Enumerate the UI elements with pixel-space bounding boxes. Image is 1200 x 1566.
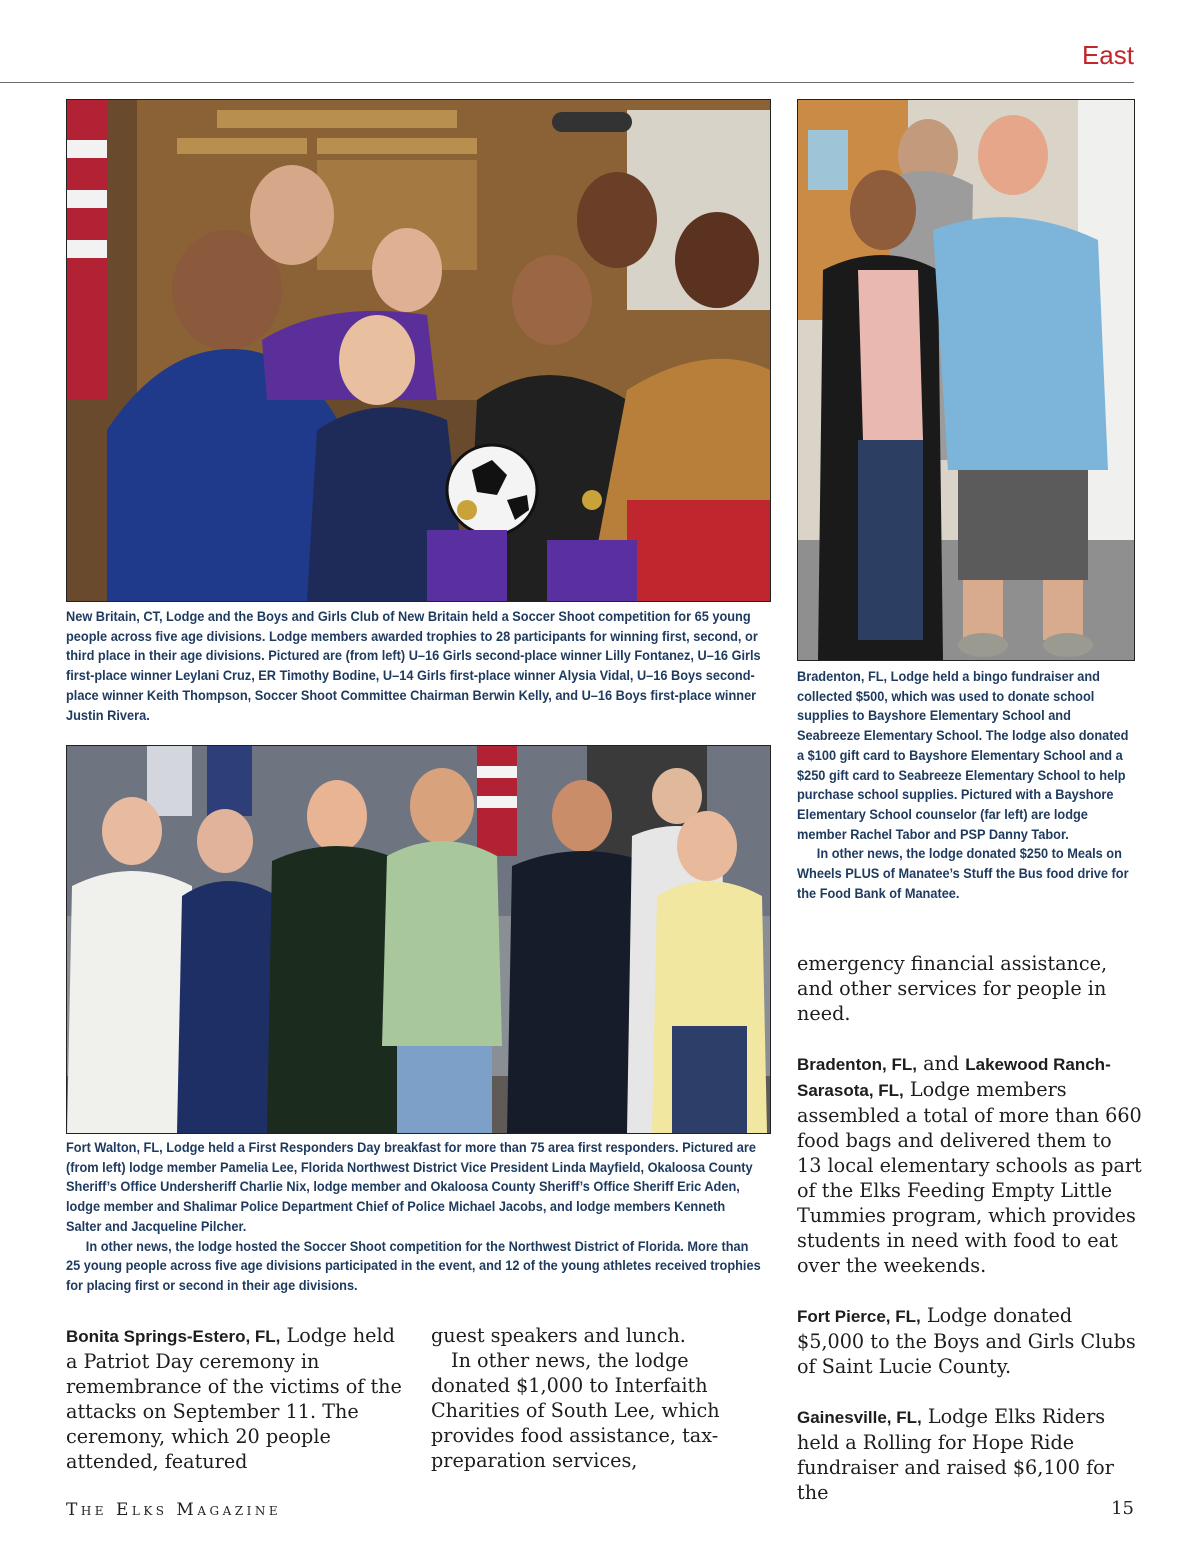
article-conj: and — [923, 1052, 960, 1075]
caption-bradenton — [797, 668, 1134, 904]
page-number: 15 — [1111, 1498, 1134, 1519]
article-text: Lodge Elks Riders held a Rolling for Hope Ride fundraiser and raised $6,100 for the — [797, 1405, 1114, 1504]
photo-bradenton — [797, 99, 1135, 661]
article-column-1: Bonita Springs-Estero, FL, Lodge held a Patriot Day ceremony in remembrance of the victims of the attacks on September 11. The ceremony, which 20 people attended, featured — [66, 1324, 402, 1473]
caption-text-2: In other news, the lodge hosted the Soccer Shoot competition for the Northwest District of Florida. More than 25 young people across five age divisions participated in the event, and 12 of the young athletes received trophies for placing first or second in their age divisions. — [66, 1238, 761, 1294]
magazine-name: The Elks Magazine — [66, 1500, 282, 1520]
caption-text: Lodge held a bingo fundraiser and collected $500, which was used to donate school supplies to Bayshore Elementary School and Seabreeze Elementary School. The lodge also donated a $100 gift card to Bayshore Elementary School and a $250 gift card to Seabreeze Elementary School to help purchase school supplies. Pictured with a Bayshore Elementary School counselor (far left) are lodge member Rachel Tabor and PSP Danny Tabor. — [797, 669, 1129, 843]
photo-new-britain — [66, 99, 771, 602]
caption-new-britain — [66, 608, 764, 726]
article-text: Lodge donated $5,000 to the Boys and Girls Clubs of Saint Lucie County. — [797, 1304, 1136, 1378]
article-column-3 — [797, 951, 1142, 1505]
top-rule — [0, 82, 1134, 83]
caption-fort-walton — [66, 1139, 764, 1297]
caption-place: New Britain, CT, — [66, 609, 163, 625]
article-place: Bradenton, FL, — [797, 1055, 917, 1074]
caption-text-2: In other news, the lodge donated $250 to Meals on Wheels PLUS of Manatee’s Stuff the Bus food drive for the Food Bank of Manatee. — [797, 846, 1129, 902]
article-text: a Patriot Day ceremony in remembrance of the victims of the attacks on September 11. The ceremony, which 20 people attended, featured — [66, 1350, 402, 1473]
caption-place: Fort Walton, FL, — [66, 1140, 163, 1156]
article-column-2 — [431, 1323, 771, 1473]
caption-text: Lodge held a First Responders Day breakfast for more than 75 area first responders. Pictured are (from left) lodge member Pamelia Lee, Florida Northwest District Vice President Linda Mayfield, Okaloosa County Sheriff’s Office Undersheriff Charlie Nix, lodge member and Okaloosa County Sheriff’s Office Sheriff Eric Aden, lodge member and Shalimar Police Department Chief of Police Michael Jacobs, and lodge members Kenneth Salter and Jacqueline Pilcher. — [66, 1140, 756, 1235]
group-photo-icon — [67, 100, 770, 601]
group-photo-icon — [798, 100, 1134, 660]
article-text: emergency financial assistance, and other services for people in need. — [797, 952, 1108, 1025]
caption-text: Lodge and the Boys and Girls Club of New Britain held a Soccer Shoot competition for 65 young people across five age divisions. Lodge members awarded trophies to 28 participants for winning first, second, or third place in their age divisions. Pictured are (from left) U–16 Girls second-place winner Lilly Fontanez, U–16 Girls first-place winner Leylani Cruz, ER Timothy Bodine, U–14 Girls first-place winner Alysia Vidal, U–16 Boys second-place winner Keith Thompson, Soccer Shoot Committee Chairman Berwin Kelly, and U–16 Boys first-place winner Justin Rivera. — [66, 609, 761, 724]
article-text-2: In other news, the lodge donated $1,000 to Interfaith Charities of South Lee, which provides food assistance, tax-preparation services, — [431, 1349, 720, 1472]
article-place: Gainesville, FL, — [797, 1408, 922, 1427]
section-tag: East — [1081, 40, 1134, 70]
caption-place: Bradenton, FL, — [797, 669, 888, 685]
article-place: Bonita Springs-Estero, FL, — [66, 1327, 281, 1346]
article-place: Fort Pierce, FL, — [797, 1307, 921, 1326]
article-text: guest speakers and lunch. — [431, 1324, 686, 1347]
group-photo-icon — [67, 746, 770, 1133]
photo-fort-walton — [66, 745, 771, 1134]
article-place-2: Lakewood Ranch-Sarasota, FL, — [797, 1055, 1111, 1100]
article-text: Lodge members assembled a total of more than 660 food bags and delivered them to 13 local elementary schools as part of the Elks Feeding Empty Little Tummies program, which provides students in need with food to eat over the weekends. — [797, 1078, 1142, 1277]
